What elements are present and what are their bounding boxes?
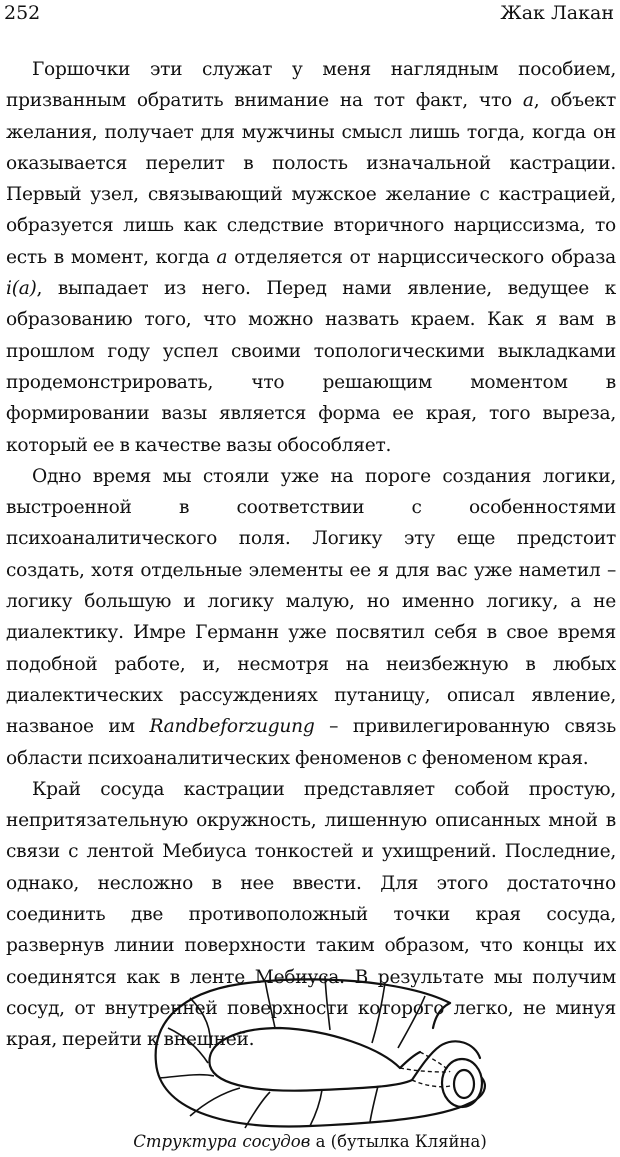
- text-run: Горшочки эти служат у меня наглядным пособием, призванным обратить внимание на тот факт, что: [6, 59, 616, 112]
- italic-variable: i(a): [6, 278, 37, 300]
- text-run: Край сосуда кастрации представляет собой простую, непритязательную окружность, лишенную описанных мной в связи с лентой Мебиуса тонкостей и ухищрений. Последние, однако, несложно в нее ввести. Для этого достаточно соединить две противоположный точки края сосуда, развернув линии поверхности таким образом, что концы их соединятся как в ленте Мебиуса. В результате мы получим сосуд, от внутренней поверхности которого легко, не минуя края, перейти к внешней.: [6, 778, 616, 1051]
- caption-italic: Структура сосудов: [133, 1132, 316, 1151]
- text-run: отделяется от нарциссического образа: [227, 246, 616, 268]
- text-run: Одно время мы стояли уже на пороге создания логики, выстроенной в соответствии с особенностями психоаналитического поля. Логику эту еще предстоит создать, хотя отдельные элементы ее я для вас уже наметил – логику большую и логику малую, но именно логику, а не диалектику. Имре Германн уже посвятил себя в свое время подобной работе, и, несмотря на неизбежную в любых диалектических рассуждениях путаницу, описал явление, названое им: [6, 465, 616, 738]
- paragraph: [6, 461, 616, 774]
- caption-regular: а (бутылка Кляйна): [315, 1132, 487, 1151]
- tube-ring: [160, 1075, 214, 1078]
- tube-inner-contour: [209, 1028, 412, 1091]
- tube-ring: [398, 996, 425, 1048]
- tube-ring: [370, 1086, 378, 1122]
- tube-back-edge: [433, 1003, 450, 1028]
- body-text: [6, 54, 616, 1056]
- tube-ring: [245, 1092, 270, 1128]
- tube-neck-lower: [400, 1052, 420, 1068]
- tube-ring: [190, 998, 210, 1048]
- italic-variable: а: [522, 90, 534, 112]
- bottle-mouth-outer: [442, 1059, 482, 1107]
- text-run: – привилегированную связь области психоаналитических феноменов с феноменом края.: [6, 716, 616, 769]
- tube-ring: [310, 1090, 322, 1126]
- page-number: 252: [4, 2, 41, 24]
- text-run: , объект желания, получает для мужчины смысл лишь тогда, когда он оказывается перелит в полость изначальной кастрации. Первый узел, связывающий мужское желание с кастрацией, образуется лишь как следствие вторичного нарциссизма, то есть в момент, когда: [6, 90, 616, 268]
- hidden-line: [400, 1068, 446, 1072]
- tube-ring: [372, 983, 385, 1043]
- tube-ring: [325, 976, 330, 1030]
- hidden-line: [412, 1080, 450, 1087]
- italic-term: Randbeforzugung: [149, 716, 315, 738]
- running-head: Жак Лакан: [500, 2, 614, 24]
- paragraph: [6, 54, 616, 461]
- tube-ring: [265, 980, 275, 1028]
- bottle-mouth-inner: [454, 1070, 474, 1098]
- text-run: , выпадает из него. Перед нами явление, ведущее к образованию того, что можно назвать краем. Как я вам в прошлом году успел своими топологическими выкладками продемонстрировать, что решающим моментом в формировании вазы является форма ее края, того выреза, который ее в качестве вазы обособляет.: [6, 278, 616, 456]
- klein-bottle-illustration: [150, 968, 490, 1133]
- figure-caption: [0, 1132, 620, 1151]
- tube-ring: [168, 1028, 208, 1063]
- italic-variable: а: [216, 246, 228, 268]
- page-header: [4, 2, 614, 28]
